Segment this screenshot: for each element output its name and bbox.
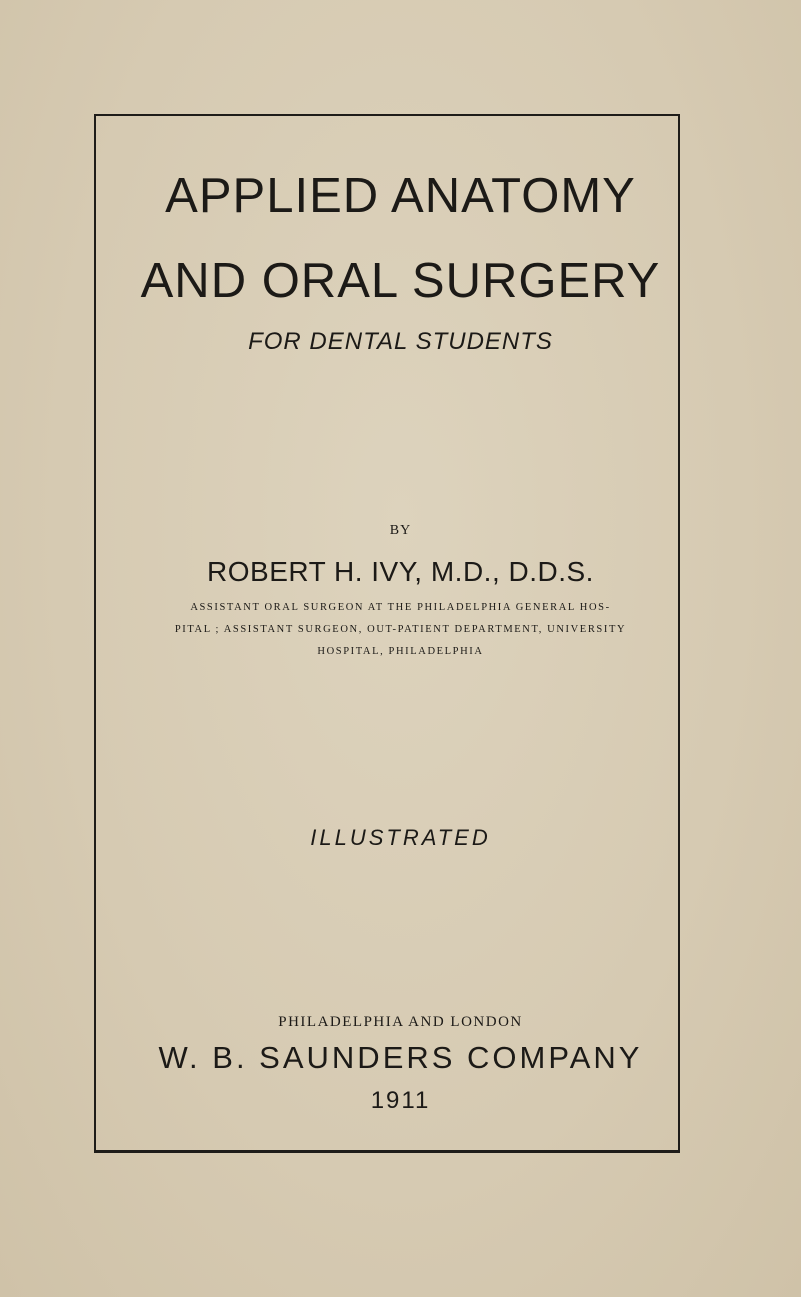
- publisher-cities: PHILADELPHIA AND LONDON: [278, 1014, 523, 1030]
- book-title-line-1: APPLIED ANATOMY: [165, 169, 636, 223]
- author-affiliation-line-3: HOSPITAL, PHILADELPHIA: [317, 646, 484, 657]
- publication-year: 1911: [370, 1087, 431, 1114]
- by-label: BY: [389, 523, 412, 538]
- author-name: ROBERT H. IVY, M.D., D.D.S.: [207, 556, 594, 587]
- author-affiliation-line-1: ASSISTANT ORAL SURGEON AT THE PHILADELPHIA GENERAL HOS-: [190, 602, 611, 613]
- author-affiliation-line-2: PITAL ; ASSISTANT SURGEON, OUT-PATIENT DEPARTMENT, UNIVERSITY: [174, 624, 627, 635]
- publisher-name: W. B. SAUNDERS COMPANY: [158, 1040, 643, 1075]
- book-subtitle: FOR DENTAL STUDENTS: [248, 328, 553, 355]
- book-title-line-2: AND ORAL SURGERY: [140, 254, 661, 308]
- illustrated-label: ILLUSTRATED: [310, 825, 491, 850]
